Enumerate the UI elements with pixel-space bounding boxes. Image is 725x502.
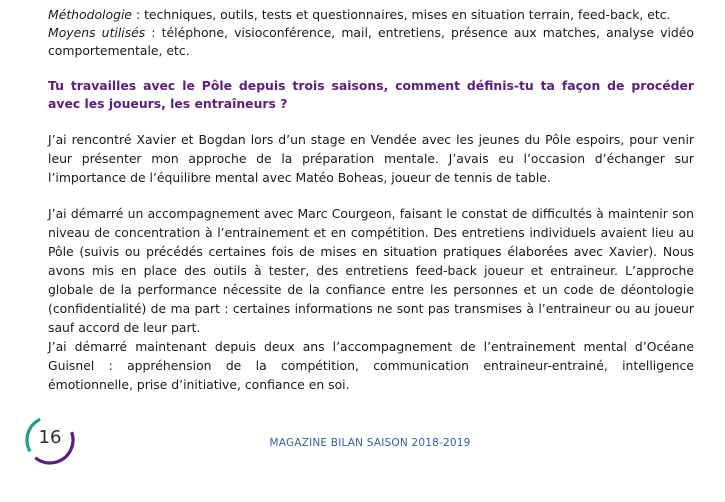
methodology-line [48,6,694,24]
answer-paragraph-2: J’ai démarré un accompagnement avec Marc Courgeon, faisant le constat de difficultés à maintenir son niveau de concentration à l’entrainement et en compétition. Des entretiens individuels avaient lieu au Pôle (suivis ou précédés certaines fois de mises en situation pratiques élaborées avec Xavier). Nous avons mis en place des outils à tester, des entretiens feed-back joueur et entraineur. L’approche globale de la performance nécessite de la confiance entre les personnes et un code de déontologie (confidentialité) de ma part : certaines informations ne sont pas transmises à l’entraineur ou au joueur sauf accord de leur part. [48,206,694,335]
methodology-label: Méthodologie [48,7,133,22]
magazine-footer-title: MAGAZINE BILAN SAISON 2018-2019 [269,437,471,449]
page-number: 16 [38,427,62,448]
means-line [48,24,694,60]
means-label: Moyens utilisés [48,25,146,40]
article-body [48,6,694,394]
means-text: : téléphone, visioconférence, mail, entretiens, présence aux matches, analyse vidéo comportementale, etc. [48,25,694,58]
methodology-text: : techniques, outils, tests et questionnaires, mises en situation terrain, feed-back, etc. [132,7,671,22]
page-number-badge [22,413,78,469]
answer-paragraph-1: J’ai rencontré Xavier et Bogdan lors d’un stage en Vendée avec les jeunes du Pôle espoirs, pour venir leur présenter mon approche de la préparation mentale. J’avais eu l’occasion d’échanger sur l’importance de l’équilibre mental avec Matéo Boheas, joueur de tennis de table. [48,132,694,185]
answer-paragraph-3: J’ai démarré maintenant depuis deux ans l’accompagnement de l’entrainement mental d’Océane Guisnel : appréhension de la compétition, communication entraineur-entrainé, intelligence émotionnelle, prise d’initiative, confiance en soi. [48,339,694,392]
interview-question: Tu travailles avec le Pôle depuis trois saisons, comment définis-tu ta façon de procéder avec les joueurs, les entraîneurs ? [48,78,694,111]
